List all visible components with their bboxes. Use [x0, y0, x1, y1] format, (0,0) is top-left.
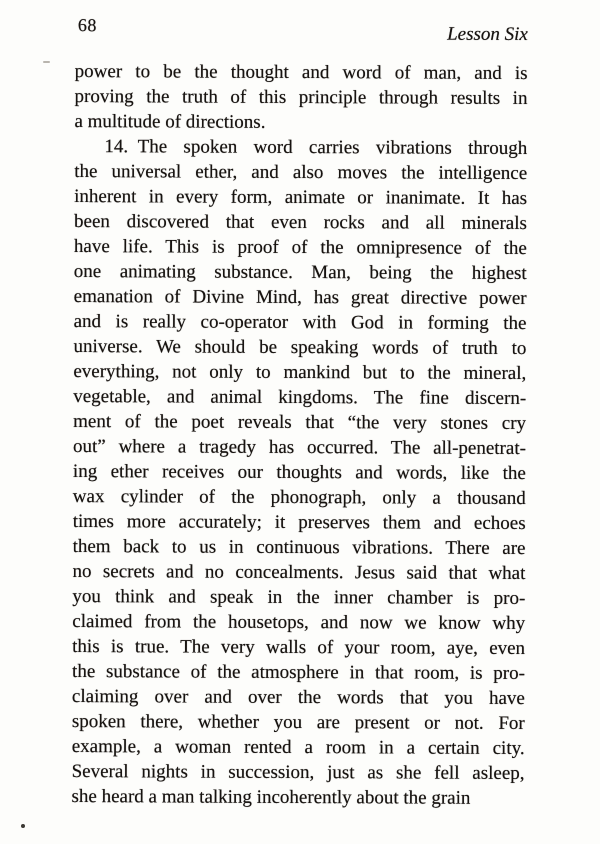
text-line: Several nights in succession, just as she fell asleep, [71, 761, 525, 784]
page-number: 68 [77, 15, 97, 36]
text-line: power to be the thought and word of man, and is [74, 61, 528, 84]
text-line: and is really co-operator with God in forming the [73, 311, 527, 334]
text-line: 14. The spoken word carries vibrations through [104, 136, 528, 159]
text-line: one animating substance. Man, being the highest [73, 261, 527, 284]
text-line: wax cylinder of the phonograph, only a thousand [72, 486, 526, 509]
text-line: been discovered that even rocks and all minerals [73, 211, 527, 234]
text-line: no secrets and no concealments. Jesus said that what [72, 561, 526, 584]
text-line: you think and speak in the inner chamber is pro- [72, 586, 526, 609]
paragraph-continuation [74, 59, 527, 136]
text-line: the substance of the atmosphere in that room, is pro- [72, 661, 526, 684]
page-header [0, 0, 600, 43]
running-header: Lesson Six [447, 23, 528, 45]
text-line: ing ether receives our thoughts and words, like the [72, 461, 526, 484]
text-line: inherent in every form, animate or inanimate. It has [74, 186, 528, 209]
text-line: claiming over and over the words that you have [71, 686, 525, 709]
text-line: spoken there, whether you are present or not. For [71, 711, 525, 734]
scan-speck [21, 824, 25, 828]
text-line: claimed from the housetops, and now we know why [72, 611, 526, 634]
text-line: emanation of Divine Mind, has great directive power [73, 286, 527, 309]
text-line: example, a woman rented a room in a certain city. [71, 736, 525, 759]
page-body [0, 59, 600, 812]
text-line: proving the truth of this principle through results in [74, 86, 528, 109]
text-line: times more accurately; it preserves them and echoes [72, 511, 526, 534]
text-line: ment of the poet reveals that “the very stones cry [73, 411, 527, 434]
paragraph-14 [71, 134, 527, 811]
text-line: a multitude of directions. [74, 111, 266, 133]
text-line: this is true. The very walls of your room, aye, even [72, 636, 526, 659]
text-line: them back to us in continuous vibrations. There are [72, 536, 526, 559]
text-line: out” where a tragedy has occurred. The all-penetrat- [73, 436, 526, 459]
text-line: she heard a man talking incoherently about the grain [71, 786, 471, 809]
text-line: the universal ether, and also moves the intelligence [74, 161, 528, 184]
text-line: have life. This is proof of the omnipresence of the [73, 236, 527, 259]
text-line: vegetable, and animal kingdoms. The fine discern- [73, 386, 527, 409]
text-line: universe. We should be speaking words of truth to [73, 336, 527, 359]
text-line: everything, not only to mankind but to the mineral, [73, 361, 527, 384]
scan-speck [43, 61, 50, 63]
